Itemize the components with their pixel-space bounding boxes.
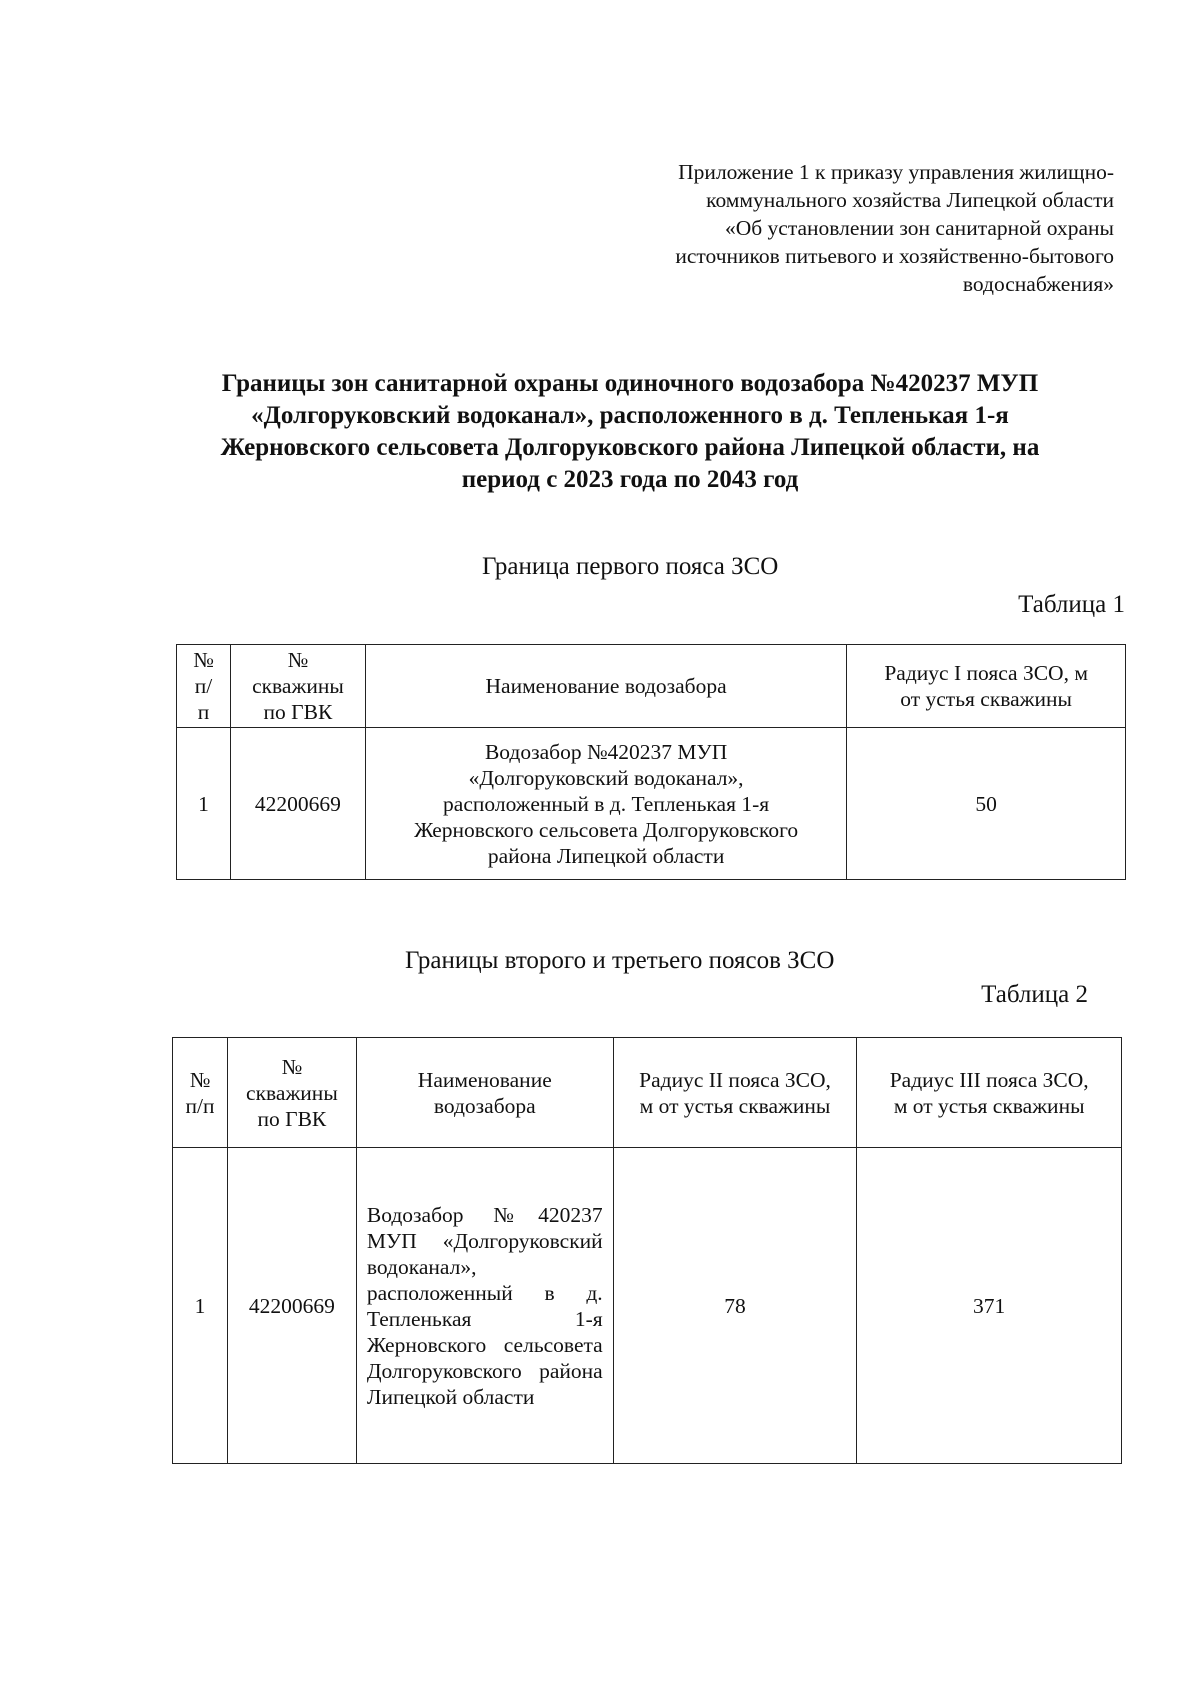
annex-line: коммунального хозяйства Липецкой области xyxy=(706,188,1114,212)
header-text: Наименование xyxy=(417,1067,552,1092)
table2-header-radius2 xyxy=(613,1038,857,1148)
header-text: № xyxy=(189,1067,211,1092)
table1-header-name: Наименование водозабора xyxy=(365,645,846,728)
table-row xyxy=(177,728,1126,880)
table1-cell-name xyxy=(365,728,846,880)
table1-cell-num: 1 xyxy=(177,728,231,880)
table2-cell-num: 1 xyxy=(173,1148,228,1464)
table2-cell-well: 42200669 xyxy=(227,1148,356,1464)
table1-header-row xyxy=(177,645,1126,728)
cell-text: Жерновского сельсовета Долгоруковского xyxy=(414,817,799,842)
table2-cell-name: Водозабор №420237 МУП «Долгоруковский водоканал», расположенный в д. Тепленькая 1-я Жерновского сельсовета Долгоруковского района Липецкой области xyxy=(356,1148,613,1464)
header-text: от устья скважины xyxy=(900,687,1072,711)
table1-header-radius xyxy=(847,645,1126,728)
table1-cell-radius: 50 xyxy=(847,728,1126,880)
header-text: № xyxy=(281,1054,303,1079)
table2-header-name xyxy=(356,1038,613,1148)
header-text: п xyxy=(197,700,210,724)
header-text: № xyxy=(193,648,214,672)
title-line: период с 2023 года по 2043 год xyxy=(461,466,799,493)
table2-cell-radius2: 78 xyxy=(613,1148,857,1464)
table2-cell-radius3: 371 xyxy=(857,1148,1122,1464)
annex-note xyxy=(554,158,1114,298)
header-text: Радиус III пояса ЗСО, xyxy=(889,1067,1089,1092)
table1-heading: Граница первого пояса ЗСО xyxy=(482,553,779,580)
title-line: «Долгоруковский водоканал», расположенного в д. Тепленькая 1-я xyxy=(251,402,1009,429)
table2-heading: Границы второго и третьего поясов ЗСО xyxy=(405,947,835,974)
title-line: Границы зон санитарной охраны одиночного водозабора №420237 МУП xyxy=(221,370,1039,397)
header-text: п/п xyxy=(185,1093,215,1118)
header-text: Радиус II пояса ЗСО, xyxy=(639,1067,831,1092)
header-text: п/ xyxy=(194,674,213,698)
table2-label: Таблица 2 xyxy=(981,981,1088,1008)
document-title xyxy=(150,368,1110,496)
table2-header-radius3 xyxy=(857,1038,1122,1148)
table1-cell-well: 42200669 xyxy=(230,728,365,880)
table1 xyxy=(176,644,1126,880)
table1-label: Таблица 1 xyxy=(1018,591,1125,618)
annex-line: «Об установлении зон санитарной охраны xyxy=(724,216,1114,240)
table1-header-well xyxy=(230,645,365,728)
header-text: скважины xyxy=(252,674,344,698)
annex-line: Приложение 1 к приказу управления жилищно- xyxy=(678,160,1114,184)
table2 xyxy=(172,1037,1122,1464)
title-line: Жерновского сельсовета Долгоруковского района Липецкой области, на xyxy=(220,434,1040,461)
cell-text: Водозабор №420237 МУП xyxy=(484,739,728,764)
cell-text: «Долгоруковский водоканал», xyxy=(468,765,744,790)
annex-line: источников питьевого и хозяйственно-бытового xyxy=(675,244,1114,268)
header-text: водозабора xyxy=(433,1093,536,1118)
cell-text: района Липецкой области xyxy=(487,843,725,868)
header-text: м от устья скважины xyxy=(893,1093,1085,1118)
table1-header-num xyxy=(177,645,231,728)
table2-header-num xyxy=(173,1038,228,1148)
table2-header-well xyxy=(227,1038,356,1148)
header-text: № xyxy=(287,648,309,672)
table2-header-row xyxy=(173,1038,1122,1148)
table-row xyxy=(173,1148,1122,1464)
header-text: скважины xyxy=(246,1080,338,1105)
annex-line: водоснабжения» xyxy=(962,272,1114,296)
header-text: по ГВК xyxy=(263,700,333,724)
header-text: м от устья скважины xyxy=(639,1093,831,1118)
cell-text: расположенный в д. Тепленькая 1-я xyxy=(443,791,770,816)
header-text: по ГВК xyxy=(257,1106,327,1131)
header-text: Радиус I пояса ЗСО, м xyxy=(884,661,1088,685)
